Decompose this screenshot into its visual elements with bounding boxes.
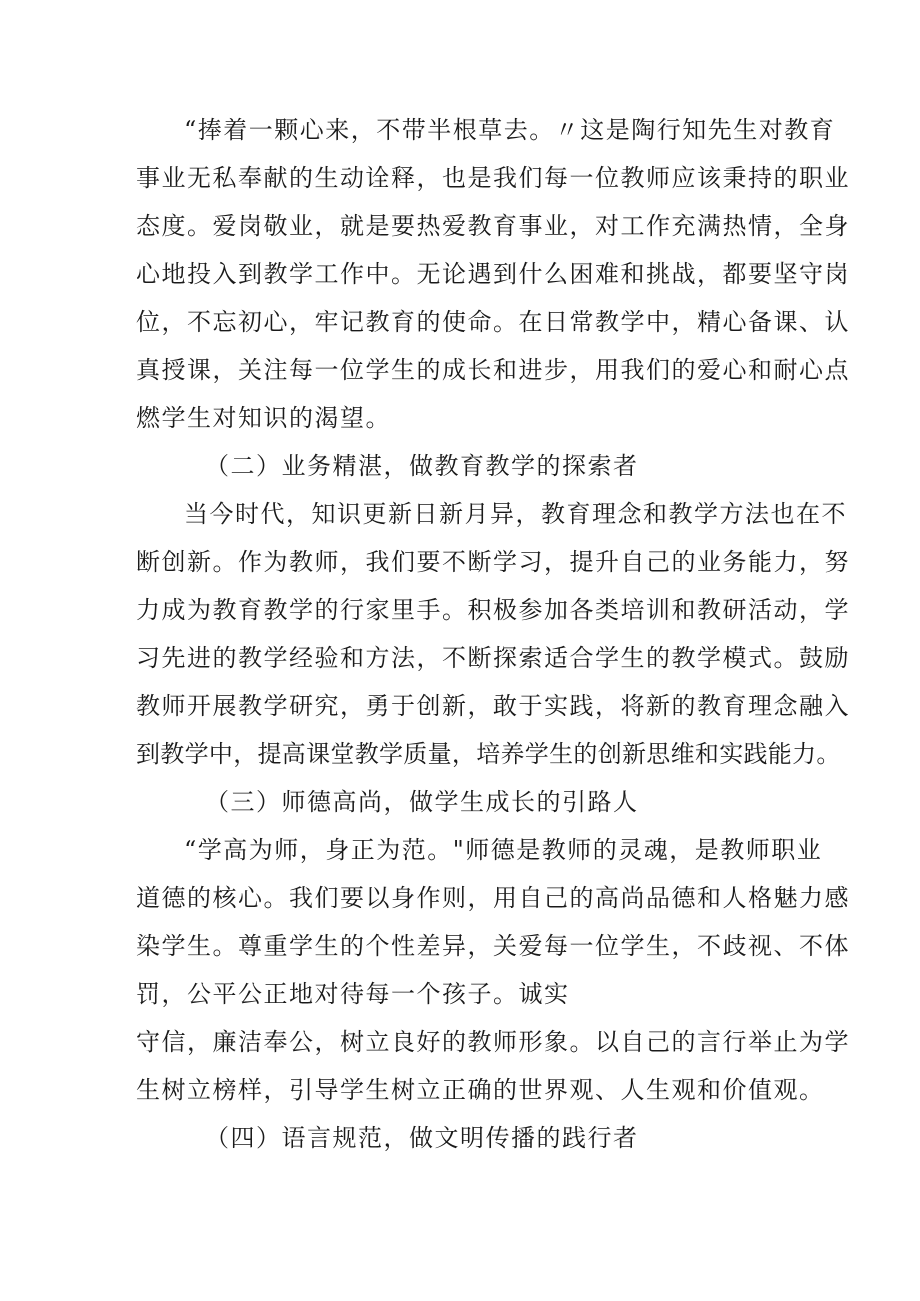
paragraph-line: 事业无私奉献的生动诠释，也是我们每一位教师应该秉持的职业 — [136, 164, 850, 192]
paragraph-line: 真授课，关注每一位学生的成长和进步，用我们的爱心和耐心点 — [136, 356, 850, 384]
paragraph-line: 心地投入到教学工作中。无论遇到什么困难和挑战，都要坚守岗 — [136, 260, 850, 288]
paragraph-line: “捧着一颗心来，不带半根草去。〃这是陶行知先生对教育 — [184, 116, 836, 144]
paragraph-line: 守信，廉洁奉公，树立良好的教师形象。以自己的言行举止为学 — [136, 1028, 850, 1056]
section-heading: （三）师德高尚，做学生成长的引路人 — [205, 788, 639, 816]
paragraph-line: 习先进的教学经验和方法，不断探索适合学生的教学模式。鼓励 — [136, 644, 850, 672]
paragraph-line: 生树立榜样，引导学生树立正确的世界观、人生观和价值观。 — [136, 1076, 825, 1104]
paragraph-line: 力成为教育教学的行家里手。积极参加各类培训和教研活动，学 — [136, 596, 850, 624]
paragraph-line: 到教学中，提高课堂教学质量，培养学生的创新思维和实践能力。 — [136, 740, 841, 768]
paragraph-line: 罚，公平公正地对待每一个孩子。诚实 — [136, 980, 570, 1008]
paragraph-line: 当今时代，知识更新日新月异，教育理念和教学方法也在不 — [184, 500, 847, 528]
paragraph-line: 燃学生对知识的渴望。 — [136, 404, 391, 432]
paragraph-line: 位，不忘初心，牢记教育的使命。在日常教学中，精心备课、认 — [136, 308, 850, 336]
paragraph-line: 道德的核心。我们要以身作则，用自己的高尚品德和人格魅力感 — [136, 884, 850, 912]
paragraph-line: 态度。爱岗敬业，就是要热爱教育事业，对工作充满热情，全身 — [136, 212, 850, 240]
paragraph-line: 教师开展教学研究，勇于创新，敢于实践，将新的教育理念融入 — [136, 692, 850, 720]
paragraph-line: 断创新。作为教师，我们要不断学习，提升自己的业务能力，努 — [136, 548, 850, 576]
section-heading: （四）语言规范，做文明传播的践行者 — [205, 1124, 639, 1152]
section-heading: （二）业务精湛，做教育教学的探索者 — [205, 452, 639, 480]
paragraph-line: “学高为师，身正为范。"师德是教师的灵魂，是教师职业 — [184, 836, 823, 864]
paragraph-line: 染学生。尊重学生的个性差异，关爱每一位学生，不歧视、不体 — [136, 932, 850, 960]
